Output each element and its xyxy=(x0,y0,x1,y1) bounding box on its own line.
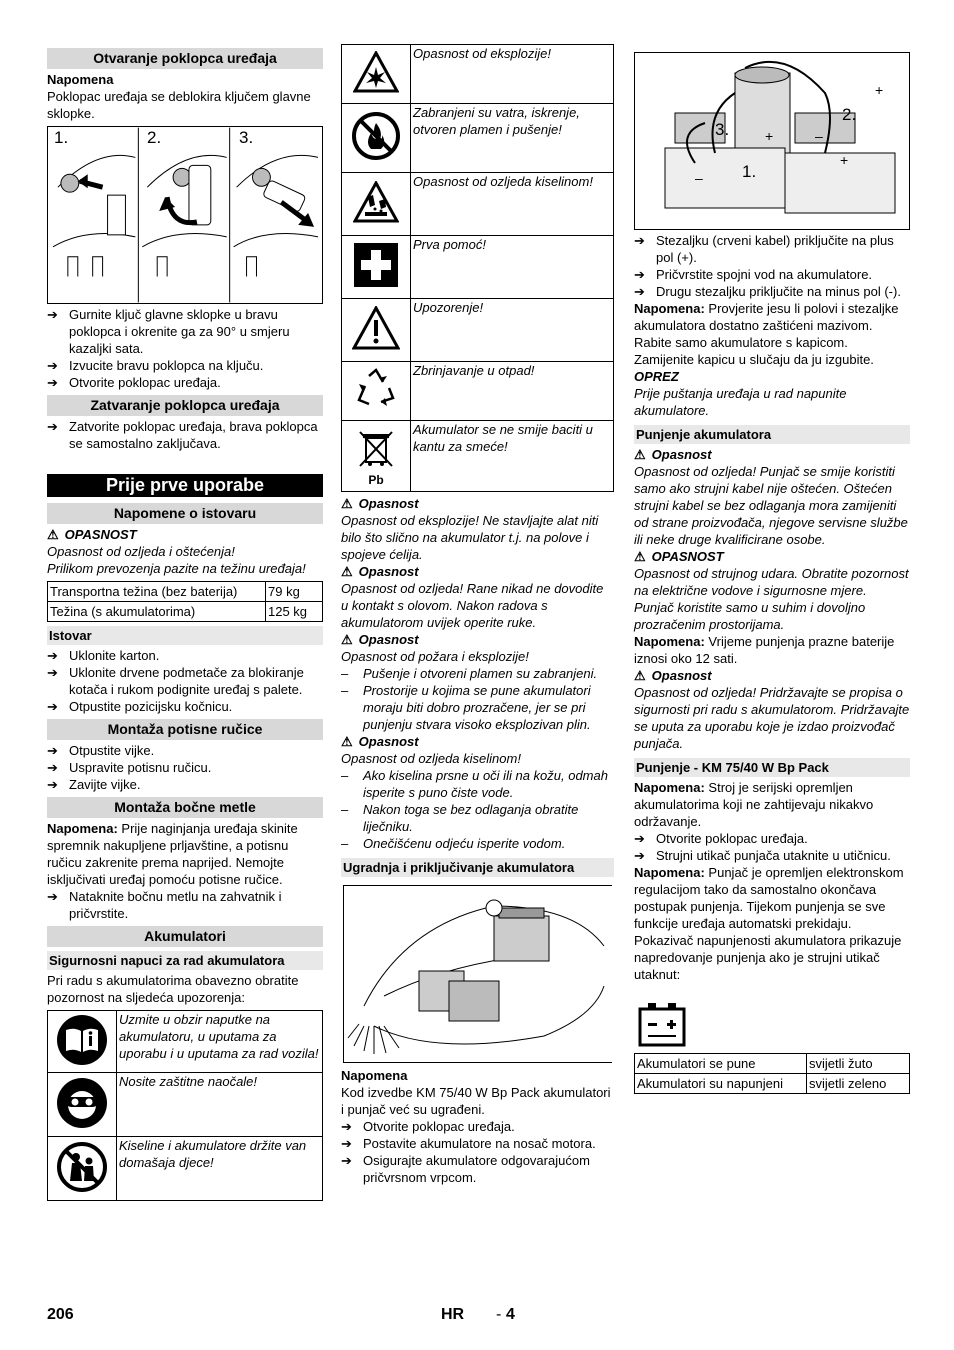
footer-separator: - xyxy=(496,1306,502,1323)
battery-symbol-table xyxy=(341,44,614,492)
goggles-icon xyxy=(56,1077,108,1129)
list-item: ➔ Otvorite poklopac uređaja. xyxy=(634,831,808,846)
caution-text: Prije puštanja uređaja u rad napunite akumulatore. xyxy=(634,386,847,418)
table-row: Kiseline i akumulatore držite van domašaja djece! xyxy=(48,1137,323,1201)
section-heading: Zatvaranje poklopca uređaja xyxy=(47,395,323,416)
section-heading: Otvaranje poklopca uređaja xyxy=(47,48,323,69)
section-heading: Napomene o istovaru xyxy=(47,503,323,524)
subsection-heading: Istovar xyxy=(47,626,323,645)
warning-text: Opasnost od požara i eksplozije! xyxy=(341,649,529,664)
svg-text:–: – xyxy=(695,170,703,186)
warning-triangle-icon: ⚠ xyxy=(341,734,353,749)
warning-triangle-icon: ⚠ xyxy=(47,527,59,542)
list-item: – Prostorije u kojima se pune akumulatori moraju biti dobro prozračene, jer se pri punjenju stvara visoko eksplozivan plin. xyxy=(341,683,591,732)
warning-triangle-icon: ⚠ xyxy=(341,632,353,647)
arrow-icon: ➔ xyxy=(47,777,58,792)
list-item: ➔ Zavijte vijke. xyxy=(47,777,141,792)
note-text: Kod izvedbe KM 75/40 W Bp Pack akumulatori i punjač već su ugrađeni. xyxy=(341,1085,611,1117)
subsection-heading: Punjenje - KM 75/40 W Bp Pack xyxy=(634,758,910,777)
warning-text: Opasnost od ozljeda kiselinom! xyxy=(341,751,521,766)
battery-charge-indicator-icon xyxy=(638,1001,688,1049)
list-item: – Onečišćenu odjeću isperite vodom. xyxy=(341,836,566,851)
list-item: ➔ Osigurajte akumulatore odgovarajućom pričvrsnom vrpcom. xyxy=(341,1153,590,1185)
warning-label: ⚠ Opasnost xyxy=(341,564,419,579)
note-text: Poklopac uređaja se deblokira ključem glavne sklopke. xyxy=(47,89,311,121)
figure-label: 1. xyxy=(742,162,757,181)
figure-label: 2. xyxy=(842,105,857,124)
note-paragraph: Napomena: Prije naginjanja uređaja skinite spremnik nakupljene prljavštine, a potisnu ručicu zakrenite prema naprijed. Nemojte isključivati uređaj pomoću potisne ručice. xyxy=(47,821,298,887)
figure-label: 3. xyxy=(715,120,730,139)
arrow-icon: ➔ xyxy=(634,267,645,282)
list-item: ➔ Gurnite ključ glavne sklopke u bravu poklopca i okrenite ga za 90° u smjeru kazaljki sata. xyxy=(47,307,290,356)
list-item: ➔ Uklonite karton. xyxy=(47,648,160,663)
table-row: Uzmite u obzir naputke na akumulatoru, u uputama za uporabu i u uputama za rad vozila! xyxy=(48,1011,323,1073)
section-heading: Akumulatori xyxy=(47,926,323,947)
arrow-icon: ➔ xyxy=(47,648,58,663)
no-bin-icon xyxy=(354,426,398,470)
warning-label: ⚠ OPASNOST xyxy=(47,527,137,542)
column-left xyxy=(47,44,323,1201)
section-heading: Montaža bočne metle xyxy=(47,797,323,818)
arrow-icon: ➔ xyxy=(341,1153,352,1168)
list-item: ➔ Pričvrstite spojni vod na akumulatore. xyxy=(634,267,873,282)
list-item: – Ako kiselina prsne u oči ili na kožu, odmah isperite s puno čiste vode. xyxy=(341,768,608,800)
column-middle xyxy=(341,44,614,1186)
svg-text:–: – xyxy=(815,128,823,144)
battery-connect-illustration xyxy=(635,53,909,229)
battery-connect-figure xyxy=(634,52,910,230)
subsection-heading: Ugradnja i priključivanje akumulatora xyxy=(341,858,614,877)
table-row: Zbrinjavanje u otpad! xyxy=(342,362,614,421)
list-item: ➔ Zatvorite poklopac uređaja, brava poklopca se samostalno zaključava. xyxy=(47,419,318,451)
battery-install-figure xyxy=(343,885,612,1063)
figure-label: 1. xyxy=(54,128,69,147)
recycle-icon xyxy=(351,364,401,414)
arrow-icon: ➔ xyxy=(47,889,58,904)
warning-label: ⚠ Opasnost xyxy=(341,496,419,511)
cover-opening-figure xyxy=(47,126,323,304)
list-item: – Nakon toga se bez odlaganja obratite liječniku. xyxy=(341,802,579,834)
warning-icon xyxy=(352,306,400,350)
list-item: ➔ Uspravite potisnu ručicu. xyxy=(47,760,212,775)
warning-label: ⚠ Opasnost xyxy=(341,734,419,749)
column-right xyxy=(634,44,910,1098)
list-item: ➔ Otvorite poklopac uređaja. xyxy=(341,1119,515,1134)
warning-triangle-icon: ⚠ xyxy=(341,564,353,579)
section-page-number: 4 xyxy=(506,1306,515,1323)
arrow-icon: ➔ xyxy=(47,665,58,680)
weight-table xyxy=(47,581,323,622)
table-row: Opasnost od ozljeda kiselinom! xyxy=(342,173,614,236)
note-paragraph: Napomena: Punjač je opremljen elektronskom regulacijom tako da samostalno okončava postupak punjenja. Tijekom punjenja se sve funkcije uređaja automatski prekidaju. xyxy=(634,865,904,931)
figure-label: 3. xyxy=(239,128,254,147)
table-row: Upozorenje! xyxy=(342,299,614,362)
arrow-icon: ➔ xyxy=(341,1119,352,1134)
warning-text: Opasnost od strujnog udara. Obratite pozornost na električne vodove i sigurnosne mjere. Punjač koristite samo u suhim i dovoljno prozračenim prostorijama. xyxy=(634,566,909,632)
warning-text: Opasnost od eksplozije! Ne stavljajte alat niti bilo što slično na akumulator t.j. na polove i spojeve ćelija. xyxy=(341,513,599,562)
chapter-heading: Prije prve uporabe xyxy=(47,474,323,497)
warning-triangle-icon: ⚠ xyxy=(634,549,646,564)
warning-label: ⚠ Opasnost xyxy=(341,632,419,647)
arrow-icon: ➔ xyxy=(634,848,645,863)
list-item: ➔ Otvorite poklopac uređaja. xyxy=(47,375,221,390)
note-label: Napomena xyxy=(47,72,114,87)
safety-symbol-table xyxy=(47,1010,323,1201)
list-item: – Pušenje i otvoreni plamen su zabranjeni. xyxy=(341,666,598,681)
list-item: ➔ Postavite akumulatore na nosač motora. xyxy=(341,1136,596,1151)
arrow-icon: ➔ xyxy=(634,284,645,299)
table-row: Opasnost od eksplozije! xyxy=(342,45,614,104)
table-row: Težina (s akumulatorima) 125 kg xyxy=(48,602,323,622)
warning-triangle-icon: ⚠ xyxy=(634,447,646,462)
table-row: Prva pomoć! xyxy=(342,236,614,299)
body-text: Pokazivač napunjenosti akumulatora prikazuje napredovanje punjenja ako je strujni utikač utaknut: xyxy=(634,933,902,982)
no-fire-icon xyxy=(351,111,401,161)
page-number: 206 xyxy=(47,1306,74,1323)
list-item: ➔ Otpustite vijke. xyxy=(47,743,155,758)
warning-text: Opasnost od ozljeda! Rane nikad ne dovodite u kontakt s olovom. Nakon radova s akumulatorom uvijek operite ruke. xyxy=(341,581,604,630)
table-row: Akumulatori su napunjeni svijetli zeleno xyxy=(635,1074,910,1094)
caution-label: OPREZ xyxy=(634,369,679,384)
arrow-icon: ➔ xyxy=(47,358,58,373)
first-aid-icon xyxy=(353,242,399,288)
note-paragraph: Napomena: Vrijeme punjenja prazne baterije iznosi oko 12 sati. xyxy=(634,634,895,666)
arrow-icon: ➔ xyxy=(47,419,58,434)
warning-text: Prilikom prevozenja pazite na težinu uređaja! xyxy=(47,561,306,576)
table-row: Akumulatori se pune svijetli žuto xyxy=(635,1054,910,1074)
battery-install-illustration xyxy=(344,886,613,1062)
arrow-icon: ➔ xyxy=(341,1136,352,1151)
arrow-icon: ➔ xyxy=(47,743,58,758)
acid-icon xyxy=(353,181,399,223)
arrow-icon: ➔ xyxy=(634,831,645,846)
list-item: ➔ Uklonite drvene podmetače za blokiranje kotača i rukom podignite uređaj s palete. xyxy=(47,665,304,697)
pb-label: Pb xyxy=(368,473,384,487)
warning-triangle-icon: ⚠ xyxy=(341,496,353,511)
svg-text:+: + xyxy=(765,128,774,144)
cover-opening-illustration xyxy=(48,127,322,303)
svg-text:+: + xyxy=(840,152,849,168)
warning-text: Opasnost od ozljeda i oštećenja! xyxy=(47,544,235,559)
note-paragraph: Napomena: Stroj je serijski opremljen akumulatorima koji ne zahtijevaju nikakvo održavanje. xyxy=(634,780,874,829)
table-row: Zabranjeni su vatra, iskrenje, otvoren plamen i pušenje! xyxy=(342,104,614,173)
table-row: Nosite zaštitne naočale! xyxy=(48,1073,323,1137)
arrow-icon: ➔ xyxy=(47,375,58,390)
warning-label: ⚠ Opasnost xyxy=(634,447,712,462)
keep-children-away-icon xyxy=(56,1141,108,1193)
table-row: Transportna težina (bez baterija) 79 kg xyxy=(48,582,323,602)
arrow-icon: ➔ xyxy=(634,233,645,248)
intro-text: Pri radu s akumulatorima obavezno obratite pozornost na sljedeća upozorenja: xyxy=(47,973,299,1005)
arrow-icon: ➔ xyxy=(47,760,58,775)
note-paragraph: Napomena: Provjerite jesu li polovi i stezaljke akumulatora dostatno zaštićeni mazivom. xyxy=(634,301,899,333)
svg-text:+: + xyxy=(875,82,884,98)
charge-status-table xyxy=(634,1053,910,1094)
body-text: Rabite samo akumulatore s kapicom. Zamijenite kapicu u slučaju da ju izgubite. xyxy=(634,335,874,367)
note-label: Napomena xyxy=(341,1068,408,1083)
warning-text: Opasnost od ozljeda! Pridržavajte se propisa o sigurnosti pri radu s akumulatorom. Pridržavajte se uputa za uporabu koje je izdao proizvođač punjača. xyxy=(634,685,910,751)
list-item: ➔ Izvucite bravu poklopca na ključu. xyxy=(47,358,264,373)
arrow-icon: ➔ xyxy=(47,699,58,714)
arrow-icon: ➔ xyxy=(47,307,58,322)
section-heading: Montaža potisne ručice xyxy=(47,719,323,740)
figure-label: 2. xyxy=(147,128,162,147)
list-item: ➔ Otpustite pozicijsku kočnicu. xyxy=(47,699,233,714)
list-item: ➔ Strujni utikač punjača utaknite u utičnicu. xyxy=(634,848,891,863)
explosion-icon xyxy=(353,51,399,93)
language-code: HR xyxy=(441,1306,465,1323)
warning-text: Opasnost od ozljeda! Punjač se smije koristiti samo ako strujni kabel nije oštećen. Oštećen strujni kabel se bez odlaganja mora zamijeniti od strane proizvođača, njegove servisne službe ili neke druge kvalificirane osobe. xyxy=(634,464,908,547)
warning-label: ⚠ OPASNOST xyxy=(634,549,724,564)
subsection-heading: Sigurnosni napuci za rad akumulatora xyxy=(47,951,323,970)
manual-icon xyxy=(56,1014,108,1066)
warning-triangle-icon: ⚠ xyxy=(634,668,646,683)
list-item: ➔ Drugu stezaljku priključite na minus pol (-). xyxy=(634,284,901,299)
table-row: Pb Akumulator se ne smije baciti u kantu za smeće! xyxy=(342,421,614,492)
warning-label: ⚠ Opasnost xyxy=(634,668,712,683)
list-item: ➔ Stezaljku (crveni kabel) priključite na plus pol (+). xyxy=(634,233,894,265)
list-item: ➔ Nataknite bočnu metlu na zahvatnik i pričvrstite. xyxy=(47,889,282,921)
subsection-heading: Punjenje akumulatora xyxy=(634,425,910,444)
